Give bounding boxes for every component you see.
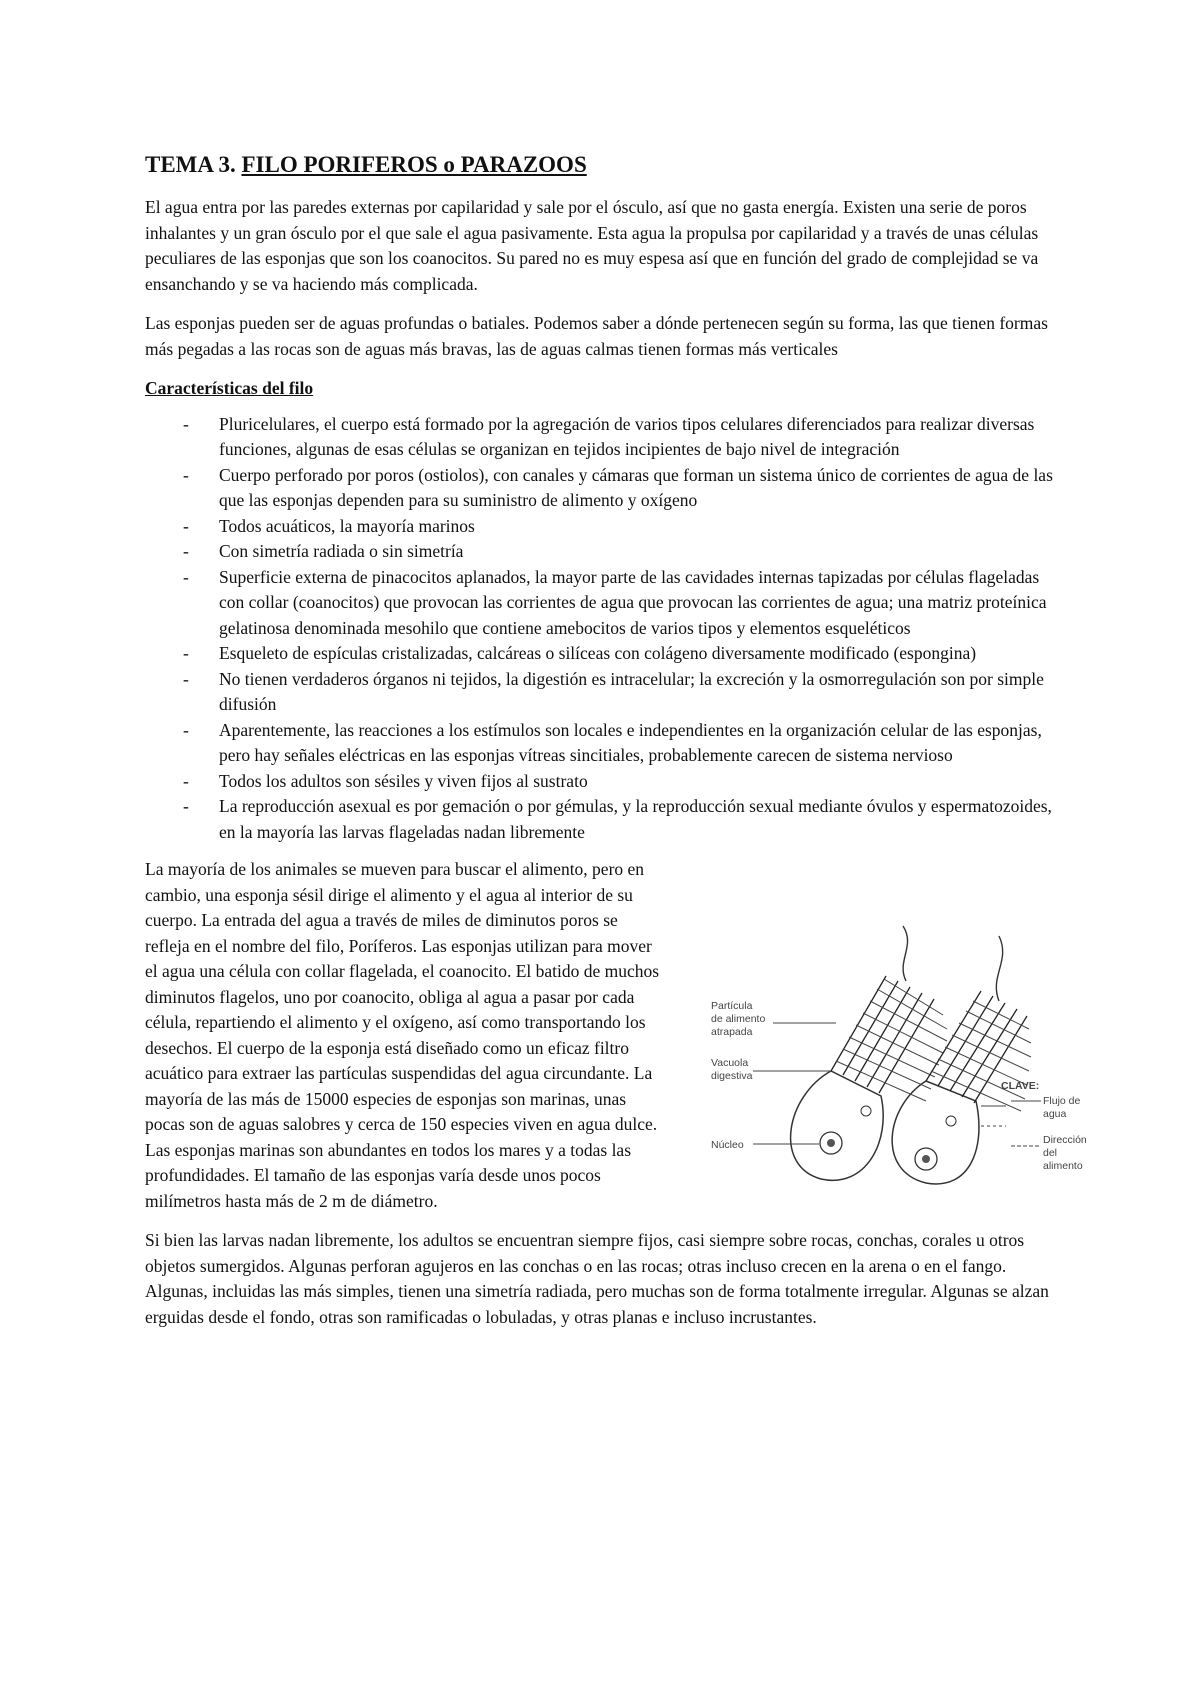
label-particula-1: Partícula bbox=[711, 1000, 753, 1012]
bullet-dash: - bbox=[183, 566, 189, 587]
label-clave: CLAVE: bbox=[1001, 1080, 1040, 1092]
choanocyte-diagram-icon bbox=[681, 921, 1087, 1191]
label-direccion-1: Dirección bbox=[1043, 1134, 1087, 1146]
list-item-text: Esqueleto de espículas cristalizadas, calcáreas o silíceas con colágeno diversamente modificado (espongina) bbox=[219, 643, 977, 663]
label-particula-2: de alimento bbox=[711, 1013, 766, 1025]
list-item-text: Pluricelulares, el cuerpo está formado por la agregación de varios tipos celulares diferenciados para realizar diversas funciones, algunas de esas células se organizan en tejidos incipientes de bajo nivel de integración bbox=[219, 413, 1035, 459]
list-item bbox=[145, 463, 1065, 514]
bullet-dash: - bbox=[183, 541, 189, 561]
list-item-text: Cuerpo perforado por poros (ostiolos), con canales y cámaras que forman un sistema único de corrientes de agua de las que las esponjas dependen para su suministro de alimento y oxígeno bbox=[219, 464, 1053, 510]
list-item bbox=[145, 718, 1065, 769]
title-prefix: TEMA 3. bbox=[145, 152, 242, 177]
bullet-dash: - bbox=[183, 770, 189, 791]
list-item bbox=[145, 539, 1065, 565]
bullet-dash: - bbox=[183, 464, 189, 485]
paragraph-3: La mayoría de los animales se mueven para buscar el alimento, pero en cambio, una esponja sésil dirige el alimento y el agua al interior de su cuerpo. La entrada del agua a través de miles de diminutos poros se refleja en el nombre del filo, Poríferos. Las esponjas utilizan para mover el agua una célula con collar flagelada, el coanocito. El batido de muchos diminutos flagelos, uno por coanocito, obliga al agua a pasar por cada célula, repartiendo el alimento y el oxígeno, así como transportando los desechos. El cuerpo de la esponja está diseñado como un eficaz filtro acuático para extraer las partículas suspendidas del agua circundante. La mayoría de las más de 15000 especies de esponjas son marinas, unas pocas son de aguas salobres y cerca de 150 especies viven en agua dulce. Las esponjas marinas son abundantes en todos los mares y a todas las profundidades. El tamaño de las esponjas varía desde unos pocos milímetros hasta más de 2 m de diámetro. bbox=[145, 859, 660, 1211]
list-item bbox=[145, 565, 1065, 642]
list-item-text: No tienen verdaderos órganos ni tejidos, la digestión es intracelular; la excreción y la osmorregulación son por simple difusión bbox=[219, 668, 1044, 714]
choanocyte-figure bbox=[681, 921, 1087, 1191]
label-nucleo: Núcleo bbox=[711, 1139, 744, 1151]
list-item bbox=[145, 667, 1065, 718]
label-particula-3: atrapada bbox=[711, 1026, 753, 1038]
characteristics-list bbox=[145, 412, 1065, 846]
list-item bbox=[145, 514, 1065, 540]
list-item-text: Superficie externa de pinacocitos aplanados, la mayor parte de las cavidades internas tapizadas por células flageladas con collar (coanocitos) que provocan las corrientes de agua que provocan las corrientes de agua; una matriz proteínica gelatinosa denominada mesohilo que contiene amebocitos de varios tipos y elementos esqueléticos bbox=[219, 566, 1047, 638]
label-flujo-1: Flujo de bbox=[1043, 1095, 1081, 1107]
list-item bbox=[145, 641, 1065, 667]
bullet-dash: - bbox=[183, 719, 189, 740]
label-vacuola-1: Vacuola bbox=[711, 1057, 749, 1069]
list-item-text: Todos acuáticos, la mayoría marinos bbox=[219, 515, 475, 536]
paragraph-4: Si bien las larvas nadan libremente, los adultos se encuentran siempre fijos, casi siempre sobre rocas, conchas, corales u otros objetos sumergidos. Algunas perforan agujeros en las conchas o en las rocas; otras incluso crecen en la arena o en el fango. Algunas, incluidas las más simples, tienen una simetría radiada, pero muchas son de forma totalmente irregular. Algunas se alzan erguidas desde el fondo, otras son ramificadas o lobuladas, y otras planas e incluso incrustantes. bbox=[145, 1230, 1049, 1327]
label-vacuola-2: digestiva bbox=[711, 1070, 753, 1082]
list-item bbox=[145, 769, 1065, 795]
bullet-dash: - bbox=[183, 515, 189, 536]
bullet-dash: - bbox=[183, 668, 189, 689]
list-item-text: Aparentemente, las reacciones a los estímulos son locales e independientes en la organización celular de las esponjas, pero hay señales eléctricas en las esponjas vítreas sincitiales, probablemente carecen de sistema nervioso bbox=[219, 719, 1042, 765]
document-page bbox=[145, 150, 1087, 1344]
label-flujo-2: agua bbox=[1043, 1108, 1067, 1120]
list-item bbox=[145, 794, 1065, 845]
page-title bbox=[145, 150, 1065, 180]
label-direccion-3: alimento bbox=[1043, 1160, 1083, 1172]
title-underlined: FILO PORIFEROS o PARAZOOS bbox=[241, 152, 587, 177]
intro-paragraph-2: Las esponjas pueden ser de aguas profundas o batiales. Podemos saber a dónde pertenecen según su forma, las que tienen formas más pegadas a las rocas son de aguas más bravas, las de aguas calmas tienen formas más verticales bbox=[145, 313, 1048, 359]
list-item-text: Con simetría radiada o sin simetría bbox=[219, 541, 464, 561]
list-item-text: La reproducción asexual es por gemación o por gémulas, y la reproducción sexual mediante óvulos y espermatozoides, en la mayoría las larvas flageladas nadan libremente bbox=[219, 796, 1052, 842]
intro-paragraph-1: El agua entra por las paredes externas por capilaridad y sale por el ósculo, así que no gasta energía. Existen una serie de poros inhalantes y un gran ósculo por el que sale el agua pasivamente. Esta agua la propulsa por capilaridad y a través de unas células peculiares de las esponjas que son los coanocitos. Su pared no es muy espesa así que en función del grado de complejidad se va ensanchando y se va haciendo más complicada. bbox=[145, 197, 1039, 294]
list-item bbox=[145, 412, 1065, 463]
section-heading: Características del filo bbox=[145, 378, 314, 398]
bullet-dash: - bbox=[183, 796, 189, 816]
bullet-dash: - bbox=[183, 413, 189, 434]
list-item-text: Todos los adultos son sésiles y viven fijos al sustrato bbox=[219, 770, 588, 791]
label-direccion-2: del bbox=[1043, 1147, 1058, 1159]
bullet-dash: - bbox=[183, 643, 189, 663]
text-with-figure bbox=[145, 857, 1087, 1330]
